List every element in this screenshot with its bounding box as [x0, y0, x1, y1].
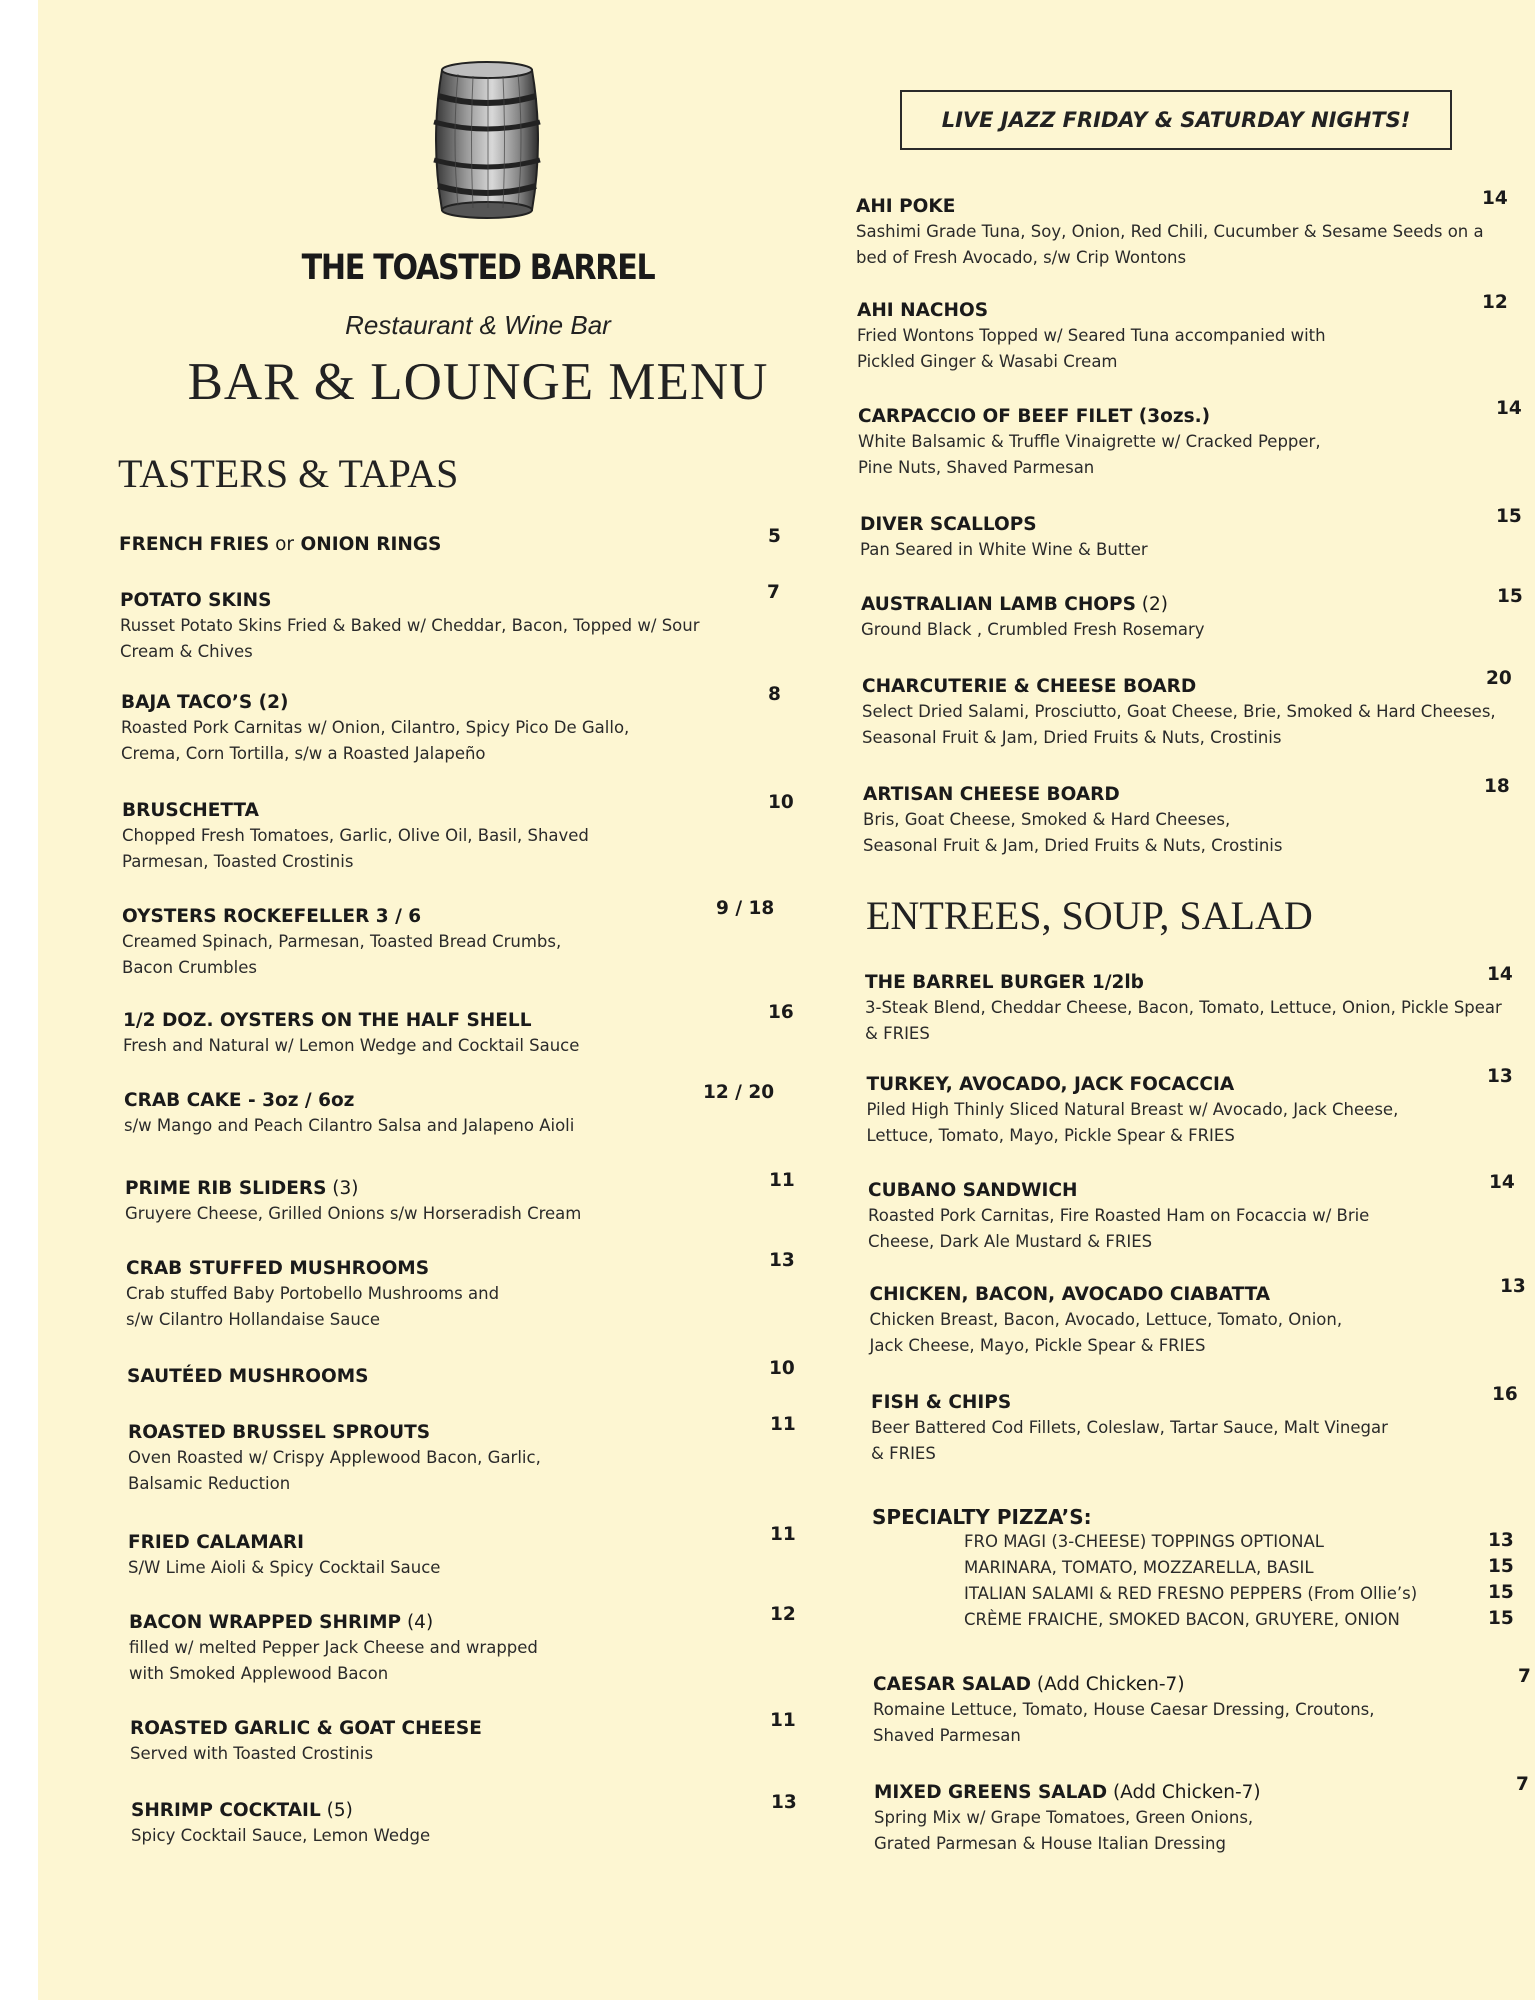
- menu-item-description: Beer Battered Cod Fillets, Coleslaw, Tartar Sauce, Malt Vinegar: [871, 1418, 1388, 1437]
- menu-item-description: Spicy Cocktail Sauce, Lemon Wedge: [131, 1826, 431, 1845]
- menu-item-description: Lettuce, Tomato, Mayo, Pickle Spear & FRIES: [866, 1126, 1235, 1145]
- menu-item-description: Seasonal Fruit & Jam, Dried Fruits & Nuts, Crostinis: [862, 728, 1282, 747]
- menu-item-name-note: (Add Chicken-7): [1030, 1674, 1185, 1695]
- menu-item-name-text: CHARCUTERIE & CHEESE BOARD: [862, 676, 1197, 697]
- menu-item-name: [856, 196, 1484, 217]
- menu-item-name: [867, 1074, 1399, 1095]
- barrel-icon: [428, 60, 546, 220]
- menu-item: [870, 1284, 1343, 1359]
- menu-item-name-text: CAESAR SALAD: [873, 1674, 1031, 1695]
- menu-item-name-text: FRENCH FRIES: [119, 534, 270, 555]
- menu-item-name-text: CHICKEN, BACON, AVOCADO CIABATTA: [869, 1284, 1271, 1305]
- menu-item-name-text: CARPACCIO OF BEEF FILET (3ozs.): [858, 406, 1211, 427]
- menu-item-description: filled w/ melted Pepper Jack Cheese and wrapped: [129, 1638, 538, 1657]
- menu-item-price: 11: [769, 1170, 795, 1191]
- menu-item-price: 16: [768, 1002, 794, 1023]
- menu-item-description: Pine Nuts, Shaved Parmesan: [858, 458, 1095, 477]
- menu-item-name-text: SHRIMP COCKTAIL: [131, 1800, 321, 1821]
- menu-item-price: 14: [1482, 188, 1508, 209]
- menu-item-description: & FRIES: [865, 1024, 930, 1043]
- menu-item-description: Select Dried Salami, Prosciutto, Goat Cheese, Brie, Smoked & Hard Cheeses,: [862, 702, 1496, 721]
- menu-item-price: 15: [1496, 506, 1522, 527]
- menu-item-name-text: ARTISAN CHEESE BOARD: [863, 784, 1120, 805]
- menu-item-price: 11: [770, 1414, 796, 1435]
- menu-item-price: 10: [769, 1358, 795, 1379]
- menu-item-name: [125, 1178, 581, 1199]
- menu-item-name-text: CRAB CAKE - 3oz / 6oz: [124, 1090, 355, 1111]
- menu-item: [128, 1422, 541, 1497]
- restaurant-name: THE TOASTED BARREL: [301, 248, 655, 288]
- menu-item-description: Crema, Corn Tortilla, s/w a Roasted Jalapeño: [121, 744, 486, 763]
- menu-item-price: 7: [1516, 1774, 1529, 1795]
- menu-item-name-text: MIXED GREENS SALAD: [874, 1782, 1108, 1803]
- menu-item-name: [122, 800, 589, 821]
- menu-item-name-text: AHI NACHOS: [857, 300, 989, 321]
- menu-item: [873, 1674, 1375, 1749]
- menu-item-description: Cream & Chives: [120, 642, 253, 661]
- pizza-item-price: 15: [1488, 1608, 1514, 1629]
- menu-item-price: 13: [771, 1792, 797, 1813]
- section-title-entrees: ENTREES, SOUP, SALAD: [866, 893, 1313, 938]
- menu-item-description: Chicken Breast, Bacon, Avocado, Lettuce, Tomato, Onion,: [869, 1310, 1343, 1329]
- menu-item-name: [873, 1674, 1375, 1695]
- menu-item: [121, 692, 629, 767]
- menu-item-price: 5: [768, 526, 781, 547]
- pizza-item-price: 13: [1488, 1530, 1514, 1551]
- menu-item-name-text: AUSTRALIAN LAMB CHOPS: [861, 594, 1136, 615]
- menu-item-description: Seasonal Fruit & Jam, Dried Fruits & Nuts, Crostinis: [863, 836, 1283, 855]
- menu-item-price: 10: [768, 792, 794, 813]
- menu-item-name: [860, 514, 1148, 535]
- menu-item-name: [129, 1612, 538, 1633]
- menu-item-description: Jack Cheese, Mayo, Pickle Spear & FRIES: [869, 1336, 1206, 1355]
- menu-item-name: [865, 972, 1502, 993]
- menu-item-name: [130, 1718, 482, 1739]
- menu-item: [130, 1718, 482, 1767]
- menu-item-description: Russet Potato Skins Fried & Baked w/ Cheddar, Bacon, Topped w/ Sour: [120, 616, 700, 635]
- menu-item-name: [871, 1392, 1388, 1413]
- menu-item: [857, 300, 1326, 375]
- menu-item-name-tail: ONION RINGS: [294, 534, 442, 555]
- menu-item-description: White Balsamic & Truffle Vinaigrette w/ Cracked Pepper,: [858, 432, 1321, 451]
- menu-item-name-text: ROASTED BRUSSEL SPROUTS: [128, 1422, 431, 1443]
- menu-item-price: 15: [1497, 586, 1523, 607]
- menu-item-name-note: (Add Chicken-7): [1107, 1782, 1261, 1803]
- menu-item-name: [127, 1366, 368, 1387]
- menu-item-description: Gruyere Cheese, Grilled Onions s/w Horseradish Cream: [125, 1204, 582, 1223]
- menu-item-price: 13: [1500, 1276, 1526, 1297]
- menu-item-description: Served with Toasted Crostinis: [130, 1744, 374, 1763]
- menu-item: [124, 1090, 574, 1139]
- pizza-item-name: FRO MAGI (3-CHEESE) TOPPINGS OPTIONAL: [964, 1532, 1324, 1551]
- menu-item-name-text: SAUTÉED MUSHROOMS: [127, 1366, 369, 1387]
- menu-page: [38, 0, 1535, 2000]
- menu-item-name-note: or: [269, 534, 295, 555]
- menu-item: [127, 1366, 368, 1387]
- menu-item-price: 7: [1518, 1666, 1531, 1687]
- menu-item: [123, 1010, 579, 1059]
- menu-item-name-text: OYSTERS ROCKEFELLER 3 / 6: [122, 906, 422, 927]
- pizza-section-title: SPECIALTY PIZZA’S:: [872, 1505, 1092, 1529]
- menu-item-name: [861, 594, 1205, 615]
- menu-item-name-note: (2): [1135, 594, 1169, 615]
- menu-item-name-text: ROASTED GARLIC & GOAT CHEESE: [130, 1718, 482, 1739]
- menu-item-name: [122, 906, 561, 927]
- menu-item: [131, 1800, 430, 1849]
- menu-item: [129, 1612, 538, 1687]
- menu-item-name-text: CUBANO SANDWICH: [868, 1180, 1078, 1201]
- menu-item-description: Chopped Fresh Tomatoes, Garlic, Olive Oil, Basil, Shaved: [122, 826, 589, 845]
- section-title-tapas: TASTERS & TAPAS: [118, 451, 459, 496]
- menu-item-name-note: (5): [320, 1800, 353, 1821]
- menu-item-name: [862, 676, 1496, 697]
- menu-item-description: with Smoked Applewood Bacon: [129, 1664, 389, 1683]
- menu-item-name: [124, 1090, 574, 1111]
- menu-item-price: 11: [770, 1524, 796, 1545]
- menu-item-description: Fresh and Natural w/ Lemon Wedge and Cocktail Sauce: [123, 1036, 580, 1055]
- menu-item-name: [121, 692, 629, 713]
- menu-item-description: 3-Steak Blend, Cheddar Cheese, Bacon, Tomato, Lettuce, Onion, Pickle Spear: [865, 998, 1502, 1017]
- menu-item-description: Pan Seared in White Wine & Butter: [860, 540, 1148, 559]
- menu-item-description: s/w Mango and Peach Cilantro Salsa and Jalapeno Aioli: [124, 1116, 575, 1135]
- menu-item-description: s/w Cilantro Hollandaise Sauce: [126, 1310, 381, 1329]
- menu-item: [119, 534, 441, 555]
- menu-item: [865, 972, 1502, 1047]
- menu-item: [125, 1178, 581, 1227]
- menu-item-price: 12 / 20: [703, 1082, 775, 1103]
- pizza-item-price: 15: [1488, 1582, 1514, 1603]
- menu-item-name: [128, 1532, 440, 1553]
- menu-item-name-text: 1/2 DOZ. OYSTERS ON THE HALF SHELL: [123, 1010, 532, 1031]
- menu-title: BAR & LOUNGE MENU: [187, 353, 769, 411]
- menu-item-name-text: POTATO SKINS: [120, 590, 272, 611]
- menu-item: [122, 906, 561, 981]
- menu-item-name-text: FRIED CALAMARI: [128, 1532, 305, 1553]
- menu-item-description: Piled High Thinly Sliced Natural Breast w/ Avocado, Jack Cheese,: [866, 1100, 1399, 1119]
- menu-item-description: S/W Lime Aioli & Spicy Cocktail Sauce: [128, 1558, 441, 1577]
- menu-item-description: Cheese, Dark Ale Mustard & FRIES: [868, 1232, 1153, 1251]
- menu-item-name: [870, 1284, 1343, 1305]
- menu-item-price: 20: [1486, 668, 1512, 689]
- menu-item-description: Romaine Lettuce, Tomato, House Caesar Dressing, Croutons,: [873, 1700, 1375, 1719]
- menu-item-name: [123, 1010, 579, 1031]
- pizza-item-name: ITALIAN SALAMI & RED FRESNO PEPPERS (From Ollie’s): [964, 1584, 1418, 1603]
- menu-item-name-text: BAJA TACO’S (2): [121, 692, 289, 713]
- menu-item-price: 14: [1496, 398, 1522, 419]
- live-jazz-banner: [900, 90, 1452, 150]
- menu-item-description: Fried Wontons Topped w/ Seared Tuna accompanied with: [857, 326, 1326, 345]
- menu-item-price: 8: [768, 684, 781, 705]
- menu-item-description: Roasted Pork Carnitas w/ Onion, Cilantro, Spicy Pico De Gallo,: [121, 718, 630, 737]
- menu-item-name-text: DIVER SCALLOPS: [860, 514, 1037, 535]
- menu-item-name-text: PRIME RIB SLIDERS: [125, 1178, 327, 1199]
- menu-item: [867, 1074, 1399, 1149]
- menu-item-price: 12: [770, 1604, 796, 1625]
- menu-item-description: Sashimi Grade Tuna, Soy, Onion, Red Chili, Cucumber & Sesame Seeds on a: [856, 222, 1484, 241]
- menu-item-description: Balsamic Reduction: [128, 1474, 291, 1493]
- menu-item-name-text: BRUSCHETTA: [122, 800, 259, 821]
- menu-item-price: 13: [1487, 1066, 1513, 1087]
- menu-item-name: [874, 1782, 1261, 1803]
- menu-item-description: Bacon Crumbles: [122, 958, 257, 977]
- menu-item: [874, 1782, 1261, 1857]
- menu-item-price: 16: [1492, 1384, 1518, 1405]
- restaurant-subtitle: Restaurant & Wine Bar: [345, 310, 611, 340]
- menu-item-description: Pickled Ginger & Wasabi Cream: [857, 352, 1118, 371]
- menu-item-name-text: THE BARREL BURGER 1/2lb: [865, 972, 1144, 993]
- menu-item: [863, 784, 1282, 859]
- menu-item: [126, 1258, 499, 1333]
- live-jazz-text: LIVE JAZZ FRIDAY & SATURDAY NIGHTS!: [941, 108, 1411, 132]
- menu-item-name-text: AHI POKE: [856, 196, 956, 217]
- menu-item-description: Spring Mix w/ Grape Tomatoes, Green Onions,: [874, 1808, 1254, 1827]
- menu-item-description: Shaved Parmesan: [873, 1726, 1021, 1745]
- menu-item: [860, 514, 1148, 563]
- menu-item-description: Roasted Pork Carnitas, Fire Roasted Ham on Focaccia w/ Brie: [868, 1206, 1370, 1225]
- menu-item-name-text: TURKEY, AVOCADO, JACK FOCACCIA: [866, 1074, 1235, 1095]
- pizza-item-price: 15: [1488, 1556, 1514, 1577]
- menu-item-name: [857, 300, 1326, 321]
- menu-item: [120, 590, 700, 665]
- menu-item-name: [858, 406, 1321, 427]
- menu-item-name: [863, 784, 1282, 805]
- menu-item-price: 14: [1487, 964, 1513, 985]
- menu-item-name: [119, 534, 441, 555]
- menu-item: [861, 594, 1205, 643]
- menu-item-price: 14: [1489, 1172, 1515, 1193]
- menu-item-description: Parmesan, Toasted Crostinis: [122, 852, 354, 871]
- menu-item-name-note: (3): [326, 1178, 359, 1199]
- menu-item-name-note: (4): [401, 1612, 434, 1633]
- menu-item-name-text: CRAB STUFFED MUSHROOMS: [126, 1258, 430, 1279]
- menu-item-price: 11: [770, 1710, 796, 1731]
- menu-item: [128, 1532, 440, 1581]
- menu-item: [122, 800, 589, 875]
- menu-item-description: bed of Fresh Avocado, s/w Crip Wontons: [856, 248, 1187, 267]
- menu-item: [862, 676, 1496, 751]
- menu-item-price: 9 / 18: [716, 898, 775, 919]
- menu-item-name: [126, 1258, 499, 1279]
- menu-item: [868, 1180, 1369, 1255]
- menu-item-name: [120, 590, 700, 611]
- menu-item-description: Ground Black , Crumbled Fresh Rosemary: [861, 620, 1205, 639]
- menu-item-price: 13: [769, 1250, 795, 1271]
- menu-item: [871, 1392, 1388, 1467]
- menu-item: [856, 196, 1484, 271]
- menu-item-name: [868, 1180, 1369, 1201]
- menu-item-name: [131, 1800, 430, 1821]
- menu-item-name-text: FISH & CHIPS: [871, 1392, 1012, 1413]
- pizza-item-name: CRÈME FRAICHE, SMOKED BACON, GRUYERE, ONION: [964, 1610, 1400, 1629]
- menu-item-name: [128, 1422, 541, 1443]
- menu-item: [858, 406, 1321, 481]
- menu-item-price: 12: [1482, 292, 1508, 313]
- menu-item-description: Crab stuffed Baby Portobello Mushrooms and: [126, 1284, 500, 1303]
- menu-item-price: 7: [767, 582, 780, 603]
- menu-item-description: Bris, Goat Cheese, Smoked & Hard Cheeses,: [863, 810, 1231, 829]
- menu-item-description: Creamed Spinach, Parmesan, Toasted Bread Crumbs,: [122, 932, 562, 951]
- menu-item-price: 18: [1484, 776, 1510, 797]
- pizza-item-name: MARINARA, TOMATO, MOZZARELLA, BASIL: [964, 1558, 1314, 1577]
- menu-item-description: Grated Parmesan & House Italian Dressing: [874, 1834, 1226, 1853]
- menu-item-name-text: BACON WRAPPED SHRIMP: [129, 1612, 402, 1633]
- menu-item-description: Oven Roasted w/ Crispy Applewood Bacon, Garlic,: [128, 1448, 541, 1467]
- menu-item-description: & FRIES: [871, 1444, 936, 1463]
